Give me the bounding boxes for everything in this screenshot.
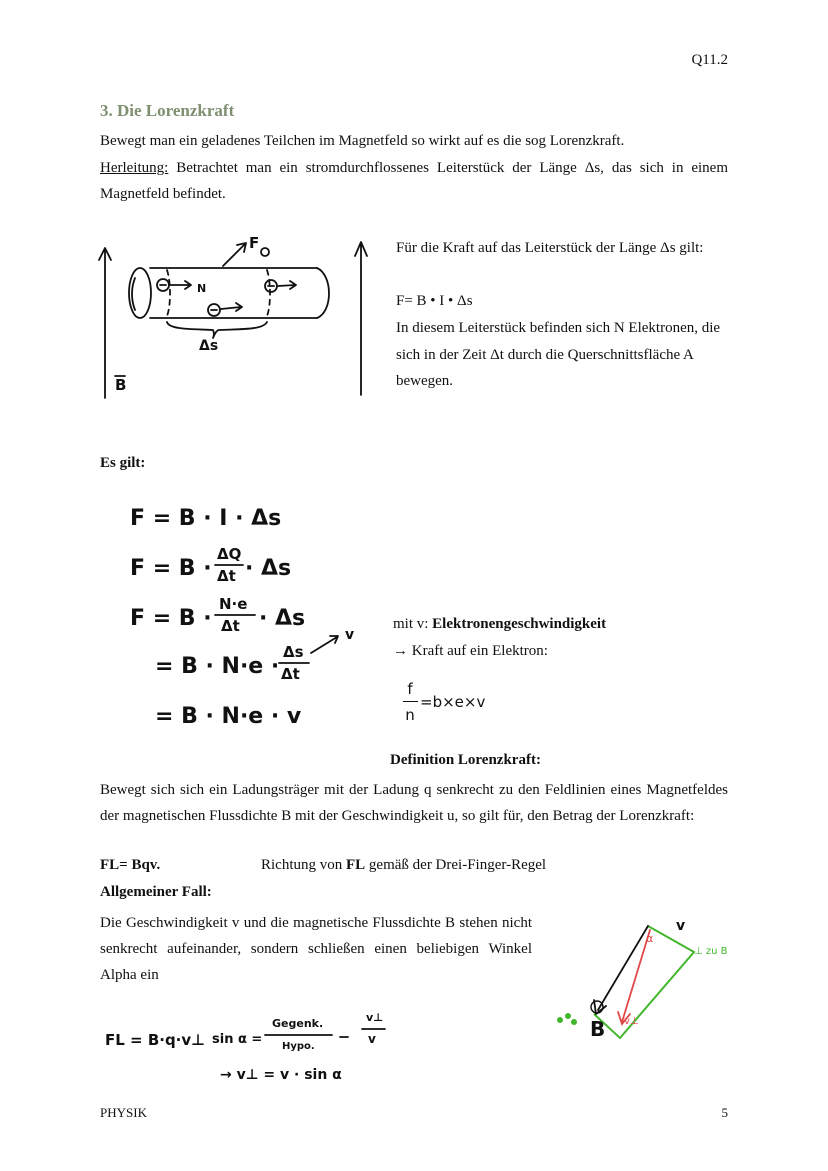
fraction-rhs: =b×e×v xyxy=(420,693,486,711)
label-n: N xyxy=(197,282,207,295)
sin-numerator: Gegenk. xyxy=(272,1017,324,1030)
derivation-label: Herleitung: xyxy=(100,160,169,176)
label-v-perp: v⊥ xyxy=(624,1016,639,1027)
footer-subject: PHYSIK xyxy=(100,1105,147,1120)
label-b: B xyxy=(115,376,127,394)
label-v: v xyxy=(676,918,686,934)
fraction-denominator: n xyxy=(405,706,415,724)
v-perp-result: → v⊥ = v · sin α xyxy=(220,1067,342,1083)
derivation-line-4-num: Δs xyxy=(283,643,304,661)
velocity-vector xyxy=(594,926,648,1014)
direction-prefix: Richtung von xyxy=(261,857,346,873)
derivation-line-4-v: v xyxy=(345,627,355,643)
force-per-electron-line: → Kraft auf ein Elektron: xyxy=(393,643,548,659)
handwritten-derivation xyxy=(125,495,375,735)
b-field-arrow-right xyxy=(355,242,367,395)
force-arrow xyxy=(223,243,246,266)
ratio-numerator: v⊥ xyxy=(366,1011,384,1024)
derivation-line-3-rhs: · Δs xyxy=(259,606,306,631)
general-case-title: Allgemeiner Fall: xyxy=(100,884,212,900)
section-title: 3. Die Lorenzkraft xyxy=(100,101,235,120)
label-b-field: B xyxy=(590,1017,606,1041)
derivation-line-2-den: Δt xyxy=(217,567,236,585)
force-formula: F= B • I • Δs xyxy=(396,293,473,309)
conductor-cylinder xyxy=(129,268,329,318)
label-delta-s: Δs xyxy=(199,338,219,354)
delta-s-brace xyxy=(167,322,267,338)
velocity-note-prefix: mit v: xyxy=(393,616,433,632)
label-force: F xyxy=(249,234,260,252)
derivation-text: Betrachtet man ein stromdurchflossenes Leiterstück der Länge Δs, das sich in einem Magnetfeld befindet. xyxy=(100,160,728,202)
definition-text: Bewegt sich sich ein Ladungsträger mit der Ladung q senkrecht zu den Feldlinien eines Magnetfeldes der magnetischen Flussdichte B mit der Geschwindigkeit u, so gilt für, den Betrag der Lorenzkraft: xyxy=(100,782,728,824)
fraction-bar xyxy=(403,701,418,702)
electron-icon xyxy=(208,303,242,316)
derivation-line-3-lhs: F = B · xyxy=(130,606,212,631)
course-code: Q11.2 xyxy=(691,52,728,68)
label-perp-to-b: ⊥ zu B xyxy=(694,946,728,957)
derivation-line-5: = B · N·e · v xyxy=(155,704,302,729)
definition-title: Definition Lorenzkraft: xyxy=(390,752,541,768)
b-field-arrow-left xyxy=(99,248,111,398)
derivation-line-4-den: Δt xyxy=(281,665,300,683)
derivation-line-3-den: Δt xyxy=(221,617,240,635)
velocity-arrow xyxy=(311,636,338,653)
derivation-line-2-lhs: F = B · xyxy=(130,556,212,581)
fraction-numerator: f xyxy=(407,680,413,698)
sin-denominator: Hypo. xyxy=(282,1041,315,1052)
velocity-note-term: Elektronengeschwindigkeit xyxy=(432,616,607,632)
derivation-line-3-num: N·e xyxy=(219,595,248,613)
lorentz-formula: FL= Bqv. xyxy=(100,857,161,873)
velocity-note xyxy=(393,616,606,633)
derivation-paragraph xyxy=(100,155,728,207)
general-case-text: Die Geschwindigkeit v und die magnetische Flussdichte B stehen nicht senkrecht aufeinander, sondern schließen einen beliebigen Winkel Alpha ein xyxy=(100,915,532,983)
direction-suffix: gemäß der Drei-Finger-Regel xyxy=(365,857,547,873)
into-page-icon xyxy=(261,248,269,256)
es-gilt-heading: Es gilt: xyxy=(100,455,146,471)
electron-description-text: In diesem Leiterstück befinden sich N Elektronen, die sich in der Zeit Δt durch die Querschnittsfläche A bewegen. xyxy=(396,320,721,389)
general-formula-fl: FL = B·q·v⊥ xyxy=(105,1031,205,1049)
ratio-denominator: v xyxy=(368,1032,376,1046)
direction-symbol: FL xyxy=(346,857,366,873)
electron-icon xyxy=(157,279,191,291)
page-number: 5 xyxy=(721,1105,728,1120)
intro-paragraph: Bewegt man ein geladenes Teilchen im Magnetfeld so wirkt auf es die sog Lorenzkraft. xyxy=(100,133,625,149)
derivation-line-1: F = B · I · Δs xyxy=(130,506,282,531)
conductor-diagram xyxy=(95,230,385,405)
force-description: Für die Kraft auf das Leiterstück der Länge Δs gilt: xyxy=(396,240,704,256)
derivation-line-4-lhs: = B · N·e · xyxy=(155,654,280,679)
b-direction-marker xyxy=(557,1013,577,1025)
label-alpha: α xyxy=(646,932,654,945)
component-parallelogram xyxy=(594,926,694,1038)
direction-rule xyxy=(261,857,546,874)
handwritten-general-formulas xyxy=(100,1005,400,1090)
derivation-line-2-num: ΔQ xyxy=(217,545,242,563)
derivation-line-2-rhs: · Δs xyxy=(245,556,292,581)
sin-lhs: sin α = xyxy=(212,1032,263,1047)
electron-description xyxy=(396,315,728,395)
velocity-component-diagram xyxy=(548,910,738,1045)
